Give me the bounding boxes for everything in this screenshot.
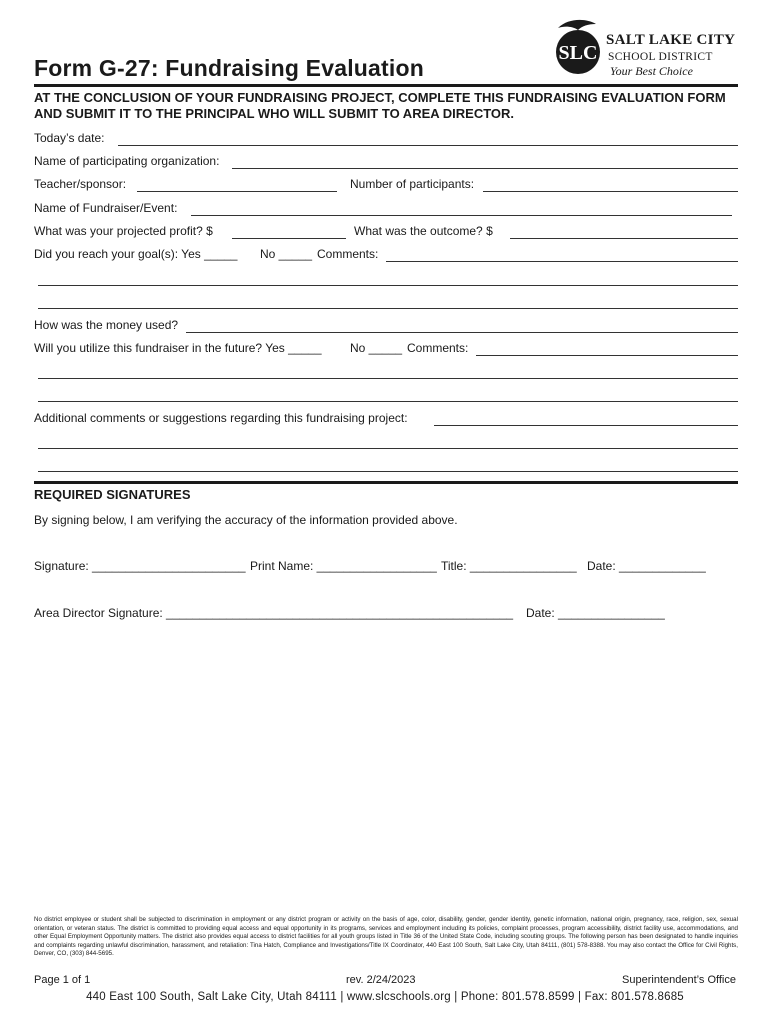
outcome-input[interactable]	[510, 238, 738, 239]
organization-label: Name of participating organization:	[34, 154, 220, 168]
goal-comments-line-3[interactable]	[38, 308, 738, 309]
title-field[interactable]: Title: ________________	[441, 559, 577, 573]
participants-label: Number of participants:	[350, 177, 475, 191]
todays-date-label: Today’s date:	[34, 131, 105, 145]
signatures-note: By signing below, I am verifying the accuracy of the information provided above.	[34, 513, 458, 527]
fundraiser-input[interactable]	[191, 215, 732, 216]
teacher-input[interactable]	[137, 191, 337, 192]
additional-label: Additional comments or suggestions regarding this fundraising project:	[34, 411, 408, 425]
outcome-label: What was the outcome? $	[354, 224, 493, 238]
signatures-heading: REQUIRED SIGNATURES	[34, 487, 191, 502]
future-comments-label: Comments:	[407, 341, 469, 355]
area-director-date-field[interactable]: Date: ________________	[526, 606, 665, 620]
office-name: Superintendent’s Office	[622, 974, 736, 986]
organization-input[interactable]	[232, 168, 738, 169]
apple-logo-icon	[552, 16, 604, 76]
logo-mark-text: SLC	[558, 42, 598, 64]
logo-line-1: SALT LAKE CITY	[606, 32, 736, 48]
participants-input[interactable]	[483, 191, 738, 192]
goal-yes-label[interactable]: Did you reach your goal(s): Yes _____	[34, 247, 238, 261]
page-number: Page 1 of 1	[34, 974, 91, 986]
goal-comments-line-2[interactable]	[38, 285, 738, 286]
additional-input[interactable]	[434, 425, 738, 426]
district-logo	[552, 16, 742, 80]
todays-date-input[interactable]	[118, 145, 738, 146]
future-no-label[interactable]: No _____	[350, 341, 403, 355]
non-discrimination-notice: No district employee or student shall be subjected to discrimination in employment or any district program or activity on the basis of age, color, disability, gender, gender identity, genetic information, national origin, pregnancy, race, religion, sex, sexual orientation, or veteran status. The district is committed to providing equal access and equal opportunity in its programs, services and employment including its policies, complaint processes, program accessibility, district facility use, accommodations, and other Equal Employment Opportunity matters. The district also provides equal access to district facilities for all youth groups listed in Title 36 of the United State Code, including scouting groups. The following person has been designated to handle inquiries and complaints regarding unlawful discrimination, harassment, and retaliation: Tina Hatch, Compliance and Investigations/Title IX Coordinator, 440 East 100 South, Salt Lake City, Utah 84111, (801) 578-8388. You may also contact the Office for Civil Rights, Denver, CO, (303) 844-5695.	[34, 916, 738, 958]
future-comments-line-3[interactable]	[38, 401, 738, 402]
future-comments-line-2[interactable]	[38, 378, 738, 379]
logo-line-2: SCHOOL DISTRICT	[608, 51, 713, 63]
header-divider	[34, 84, 738, 87]
money-used-input[interactable]	[186, 332, 738, 333]
instructions: AT THE CONCLUSION OF YOUR FUNDRAISING PROJECT, COMPLETE THIS FUNDRAISING EVALUATION FORM AND SUBMIT IT TO THE PRINCIPAL WHO WILL SUBMIT TO AREA DIRECTOR.	[34, 90, 726, 121]
signature-field[interactable]: Signature: _______________________	[34, 559, 246, 573]
logo-tagline: Your Best Choice	[610, 64, 693, 78]
fundraiser-label: Name of Fundraiser/Event:	[34, 201, 178, 215]
revision-date: rev. 2/24/2023	[346, 974, 416, 986]
future-yes-label[interactable]: Will you utilize this fundraiser in the future? Yes _____	[34, 341, 322, 355]
additional-line-2[interactable]	[38, 448, 738, 449]
print-name-field[interactable]: Print Name: __________________	[250, 559, 437, 573]
area-director-signature-field[interactable]: Area Director Signature: ____________________________________________________	[34, 606, 514, 620]
projected-profit-input[interactable]	[232, 238, 346, 239]
form-title: Form G-27: Fundraising Evaluation	[34, 55, 424, 81]
goal-no-label[interactable]: No _____	[260, 247, 313, 261]
goal-comments-label: Comments:	[317, 247, 379, 261]
money-used-label: How was the money used?	[34, 318, 179, 332]
goal-comments-input[interactable]	[386, 261, 738, 262]
date-field[interactable]: Date: _____________	[587, 559, 706, 573]
additional-line-3[interactable]	[38, 471, 738, 472]
future-comments-input[interactable]	[476, 355, 738, 356]
signatures-divider	[34, 481, 738, 484]
teacher-label: Teacher/sponsor:	[34, 177, 127, 191]
projected-profit-label: What was your projected profit? $	[34, 224, 213, 238]
district-address: 440 East 100 South, Salt Lake City, Utah 84111 | www.slcschools.org | Phone: 801.578.8599 | Fax: 801.578.8685	[86, 991, 684, 1003]
